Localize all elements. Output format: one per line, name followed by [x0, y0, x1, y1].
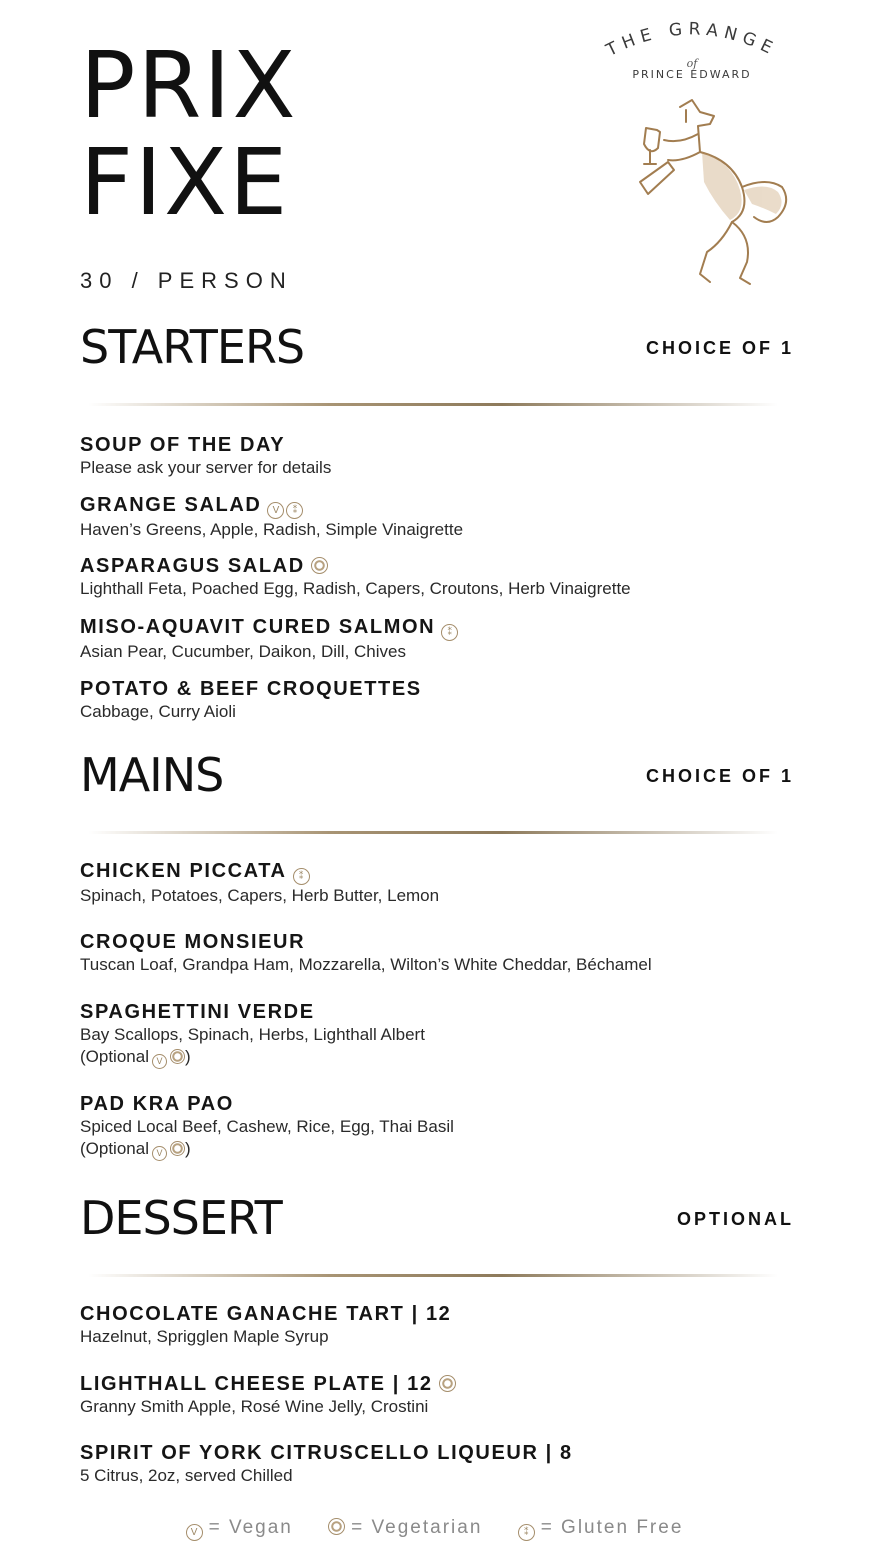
vegan-icon: V [186, 1524, 203, 1541]
gluten-free-icon: ⁑ [441, 624, 458, 641]
starters-choice-label: CHOICE OF 1 [645, 338, 794, 358]
item-description: Please ask your server for details [80, 458, 332, 477]
menu-item [80, 554, 631, 600]
menu-item [80, 677, 422, 723]
item-name: GRANGE SALAD [80, 494, 262, 516]
menu-item [80, 859, 439, 907]
dessert-optional-label: OPTIONAL [677, 1209, 794, 1229]
item-optional-note: (Optional V ) [80, 1046, 425, 1069]
item-name: SPIRIT OF YORK CITRUSCELLO LIQUEUR | 8 [80, 1442, 573, 1464]
brand-logo [582, 12, 802, 302]
item-description: Haven’s Greens, Apple, Radish, Simple Vinaigrette [80, 520, 464, 539]
item-description: Lighthall Feta, Poached Egg, Radish, Capers, Croutons, Herb Vinaigrette [80, 579, 631, 598]
gluten-free-icon: ⁑ [518, 1524, 535, 1541]
section-divider [88, 831, 778, 834]
item-optional-note: (Optional V ) [80, 1138, 454, 1161]
item-name: CROQUE MONSIEUR [80, 931, 306, 953]
item-name: CHOCOLATE GANACHE TART | 12 [80, 1303, 452, 1325]
title-fixe: FIXE [80, 129, 290, 236]
section-title-mains: MAINS [80, 748, 224, 802]
gluten-free-icon: ⁑ [293, 868, 310, 885]
vegetarian-icon [170, 1049, 185, 1064]
menu-item [80, 1302, 451, 1348]
section-title-starters: STARTERS [80, 320, 305, 374]
menu-item [80, 1372, 456, 1418]
item-name: CHICKEN PICCATA [80, 860, 287, 882]
vegetarian-icon [311, 557, 328, 574]
menu-item [80, 493, 463, 541]
item-name: PAD KRA PAO [80, 1093, 234, 1115]
vegetarian-icon [328, 1518, 345, 1535]
menu-item [80, 1441, 573, 1487]
section-divider [88, 403, 778, 406]
menu-item [80, 433, 331, 479]
section-divider [88, 1274, 778, 1277]
legend-vegetarian: = Vegetarian [351, 1517, 483, 1538]
menu-item [80, 1000, 425, 1069]
item-name: MISO-AQUAVIT CURED SALMON [80, 616, 436, 638]
svg-text:THE GRANGE [602, 19, 780, 61]
fox-logo-icon [582, 12, 802, 302]
legend-gluten-free: = Gluten Free [540, 1517, 684, 1538]
vegan-icon: V [267, 502, 284, 519]
dietary-legend [0, 1517, 869, 1541]
vegan-icon: V [152, 1054, 167, 1069]
item-description: Asian Pear, Cucumber, Daikon, Dill, Chives [80, 642, 406, 661]
item-name: SOUP OF THE DAY [80, 434, 286, 456]
price-per-person: 30 / PERSON [80, 268, 293, 293]
brand-location: PRINCE EDWARD [632, 68, 752, 81]
item-name: ASPARAGUS SALAD [80, 555, 305, 577]
title-prix: PRIX [80, 32, 298, 139]
item-description: Hazelnut, Sprigglen Maple Syrup [80, 1327, 329, 1346]
vegetarian-icon [170, 1141, 185, 1156]
brand-of: of [686, 57, 698, 70]
menu-item [80, 930, 652, 976]
item-name: POTATO & BEEF CROQUETTES [80, 678, 422, 700]
item-description: Bay Scallops, Spinach, Herbs, Lighthall Albert [80, 1025, 425, 1044]
item-description: Tuscan Loaf, Grandpa Ham, Mozzarella, Wilton’s White Cheddar, Béchamel [80, 955, 652, 974]
item-description: Spiced Local Beef, Cashew, Rice, Egg, Thai Basil [80, 1117, 454, 1136]
item-description: 5 Citrus, 2oz, served Chilled [80, 1466, 293, 1485]
item-name: LIGHTHALL CHEESE PLATE | 12 [80, 1373, 433, 1395]
vegetarian-icon [439, 1375, 456, 1392]
gluten-free-icon: ⁑ [286, 502, 303, 519]
vegan-icon: V [152, 1146, 167, 1161]
item-description: Granny Smith Apple, Rosé Wine Jelly, Crostini [80, 1397, 429, 1416]
brand-name-arc: THE GRANGE [603, 19, 781, 61]
mains-choice-label: CHOICE OF 1 [645, 766, 794, 786]
item-name: SPAGHETTINI VERDE [80, 1001, 315, 1023]
item-description: Cabbage, Curry Aioli [80, 702, 236, 721]
menu-item [80, 615, 458, 663]
menu-item [80, 1092, 454, 1161]
section-title-dessert: DESSERT [80, 1191, 282, 1245]
legend-vegan: = Vegan [208, 1517, 293, 1538]
item-description: Spinach, Potatoes, Capers, Herb Butter, Lemon [80, 886, 440, 905]
